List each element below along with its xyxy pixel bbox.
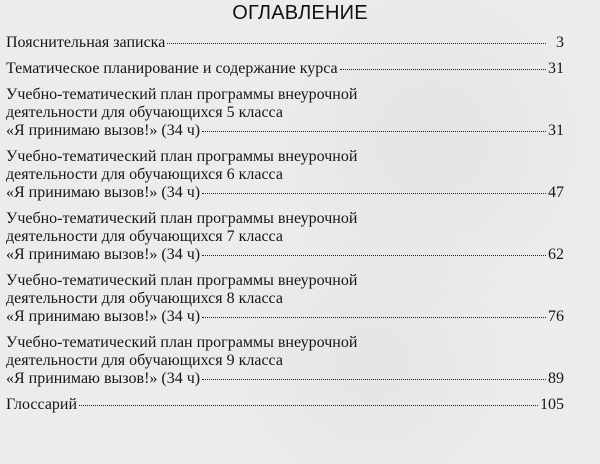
page-number: 47 <box>548 184 564 201</box>
page-title: ОГЛАВЛЕНИЕ <box>232 2 368 24</box>
toc-entry-glossary[interactable] <box>6 396 564 414</box>
toc-entry-final-line <box>6 184 564 202</box>
toc-entry-grade-8[interactable] <box>6 272 564 326</box>
toc-entry-title: Тематическое планирование и содержание курса <box>6 60 338 77</box>
page-number: 62 <box>548 246 564 263</box>
toc-entry-title-line: «Я принимаю вызов!» (34 ч) <box>6 370 201 387</box>
dot-leader <box>202 255 546 256</box>
dot-leader <box>167 43 546 44</box>
toc-entry-title-line: «Я принимаю вызов!» (34 ч) <box>6 308 201 325</box>
toc-entry-title: Пояснительная записка <box>6 34 166 51</box>
dot-leader <box>340 69 546 70</box>
page-number: 76 <box>548 308 564 325</box>
toc-entry-final-line <box>6 122 564 140</box>
dot-leader <box>202 317 546 318</box>
page-number: 105 <box>540 396 564 413</box>
toc-entry-title-line: Учебно-тематический план программы внеурочной <box>6 334 358 351</box>
page-number: 3 <box>556 34 564 51</box>
toc-entry-line <box>6 396 564 414</box>
toc-entry-grade-9[interactable] <box>6 334 564 388</box>
toc-entry-title-line: деятельности для обучающихся 8 класса <box>6 290 283 307</box>
toc-entry-title-line: деятельности для обучающихся 9 класса <box>6 352 283 369</box>
toc-entry-final-line <box>6 246 564 264</box>
toc-entry-grade-7[interactable] <box>6 210 564 264</box>
page-number: 89 <box>548 370 564 387</box>
dot-leader <box>202 131 546 132</box>
dot-leader <box>202 193 546 194</box>
toc-entry-title-line: Учебно-тематический план программы внеурочной <box>6 86 358 103</box>
toc-entry-title-line: деятельности для обучающихся 6 класса <box>6 166 283 183</box>
toc-entry-title-line: «Я принимаю вызов!» (34 ч) <box>6 184 201 201</box>
toc-entry-explanatory-note[interactable] <box>6 34 564 52</box>
toc-entry-line <box>6 34 564 52</box>
toc-entry-title-line: Учебно-тематический план программы внеурочной <box>6 272 358 289</box>
toc-entry-title-line: «Я принимаю вызов!» (34 ч) <box>6 122 201 139</box>
dot-leader <box>79 405 538 406</box>
toc-entry-title-line: Учебно-тематический план программы внеурочной <box>6 148 358 165</box>
toc-entry-line <box>6 60 564 78</box>
toc-entry-title: Глоссарий <box>6 396 78 413</box>
toc-entry-title-line: деятельности для обучающихся 5 класса <box>6 104 283 121</box>
toc-entry-final-line <box>6 370 564 388</box>
toc-entry-title-line: деятельности для обучающихся 7 класса <box>6 228 283 245</box>
dot-leader <box>202 379 546 380</box>
toc-entry-title-line: «Я принимаю вызов!» (34 ч) <box>6 246 201 263</box>
page-number: 31 <box>548 122 564 139</box>
toc-entry-thematic-planning[interactable] <box>6 60 564 78</box>
toc-entry-grade-6[interactable] <box>6 148 564 202</box>
toc-entry-grade-5[interactable] <box>6 86 564 140</box>
table-of-contents <box>6 34 564 414</box>
toc-entry-final-line <box>6 308 564 326</box>
page-number: 31 <box>548 60 564 77</box>
toc-entry-title-line: Учебно-тематический план программы внеурочной <box>6 210 358 227</box>
